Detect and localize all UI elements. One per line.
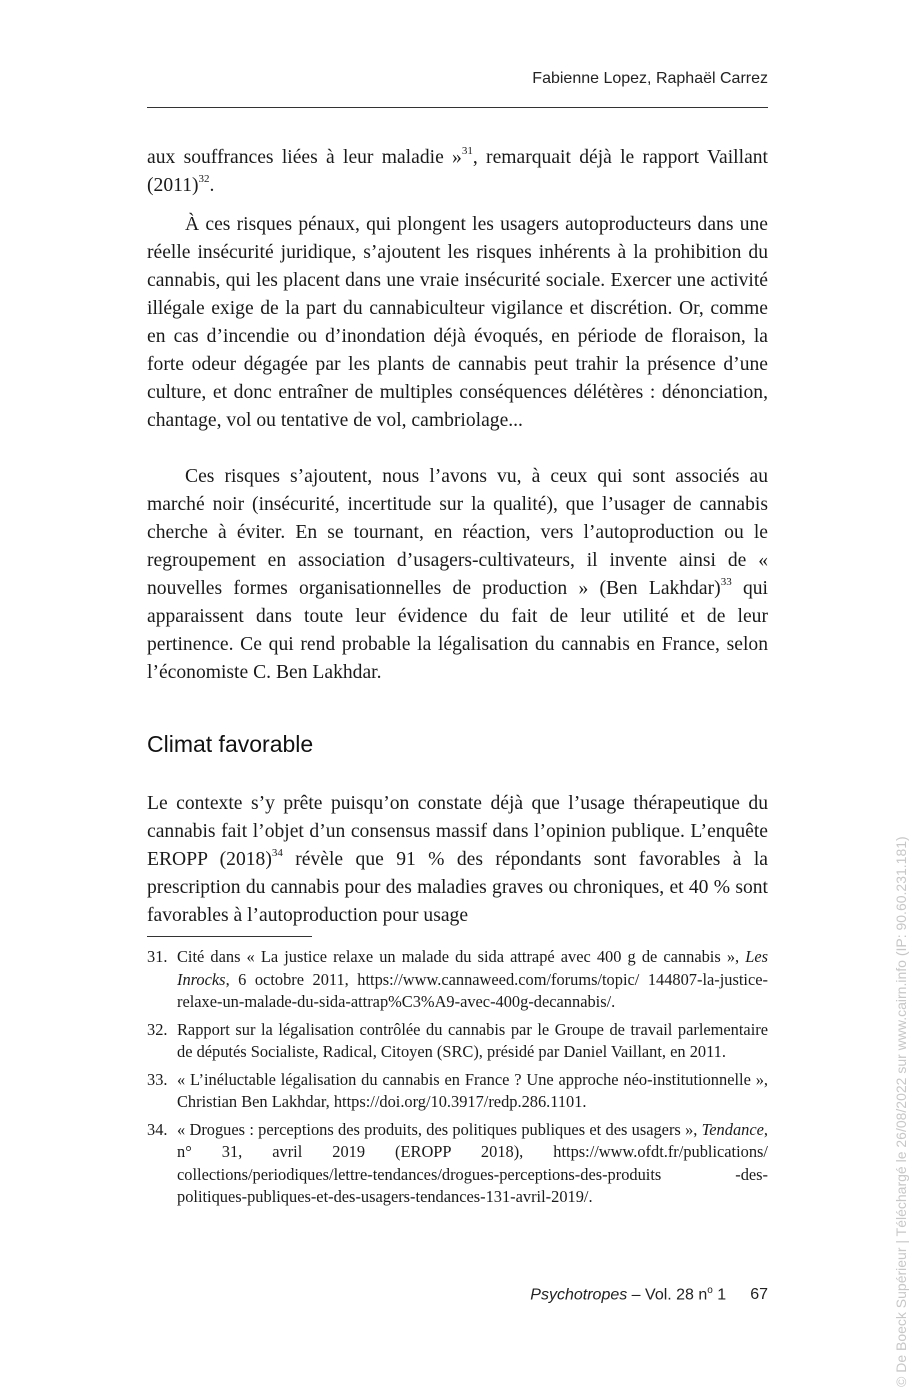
journal-title: Psychotropes (530, 1286, 628, 1304)
p3-text-b: qui apparaissent dans toute leur évidence du fait de leur utilité et de leur pertinence. Ce qui rend probable la légalisation du cannabis en France, selon l’économiste C. Ben Lakhdar. (147, 578, 768, 683)
footnote-number: 31. (147, 947, 168, 966)
footnote-text: « L’inéluctable légalisation du cannabis en France ? Une approche néo-institutionnelle », Christian Ben Lakhdar, https://doi.org/10.3917/redp.286.1101. (177, 1069, 768, 1111)
footnote-33 (147, 1069, 768, 1114)
paragraph-risks-text: À ces risques pénaux, qui plongent les usagers autoproducteurs dans une réelle insécurité juridique, s’ajoutent les risques inhérents à la prohibition du cannabis, qui les placent dans une vraie insécurité sociale. Exercer une activité illégale exige de la part du cannabiculteur vigilance et discrétion. Or, comme en cas d’incendie ou d’inondation déjà évoqués, en période de floraison, la forte odeur dégagée par les plants de cannabis peut trahir la présence d’une culture, et donc entraîner de multiples conséquences délétères : dénonciation, chantage, vol ou tentative de vol, cambriolage... (147, 214, 768, 431)
journal-volume: – Vol. 28 n (627, 1286, 708, 1304)
footnotes (147, 946, 768, 1214)
footnote-number: 32. (147, 1019, 168, 1039)
footnote-32 (147, 1019, 768, 1064)
running-footer (530, 1285, 768, 1304)
download-watermark: © De Boeck Supérieur | Téléchargé le 26/08/2022 sur www.cairn.info (IP: 90.60.231.181) (893, 836, 909, 1387)
footnote-ref-31[interactable]: 31 (461, 145, 473, 158)
paragraph-context (147, 790, 768, 930)
paragraph-risks (147, 211, 768, 435)
page-number: 67 (750, 1286, 768, 1304)
running-header-authors: Fabienne Lopez, Raphaël Carrez (532, 70, 768, 87)
footnote-34 (147, 1119, 768, 1209)
footnote-ref-32[interactable]: 32 (198, 173, 210, 186)
footnote-31 (147, 946, 768, 1014)
footnote-ref-33[interactable]: 33 (720, 576, 732, 589)
footnote-text: Cité dans « La justice relaxe un malade du sida attrapé avec 400 g de cannabis », Les Inrocks, 6 octobre 2011, https://www.cannaweed.com/forums/topic/ 144807-la-justice-relaxe-un-malade-du-sida-attrap%C3%A9-avec-400g-decannabis/. (177, 947, 768, 1011)
footnote-text: Rapport sur la légalisation contrôlée du cannabis par le Groupe de travail parlementaire de députés Socialiste, Radical, Citoyen (SRC), présidé par Daniel Vaillant, en 2011. (177, 1019, 768, 1061)
p4-text-a: Le contexte s’y prête puisqu’on constate déjà que l’usage thérapeutique du cannabis fait l’objet d’un consensus massif dans l’opinion publique. L’enquête EROPP (2018) (147, 793, 768, 870)
journal-number-sup: o (707, 1285, 713, 1296)
footnote-separator (147, 936, 312, 937)
journal-issue: 1 (712, 1286, 727, 1304)
p1-text-a: aux souffrances liées à leur maladie » (147, 147, 462, 168)
p3-text-a: Ces risques s’ajoutent, nous l’avons vu, à ceux qui sont associés au marché noir (insécurité, incertitude sur la qualité), que l’usager de cannabis cherche à éviter. En se tournant, en réaction, vers l’autoproduction ou le regroupement en association d’usagers-cultivateurs, il invente ainsi de « nouvelles formes organisationnelles de production » (Ben Lakhdar) (147, 466, 768, 599)
footnote-source-title: Les Inrocks (177, 947, 768, 989)
p4-text-b: révèle que 91 % des répondants sont favorables à la prescription du cannabis pour des maladies graves ou chroniques, et 40 % sont favorables à l’autoproduction pour usage (147, 849, 768, 926)
p1-text-c: . (209, 175, 215, 196)
paragraph-black-market (147, 463, 768, 687)
header-rule (147, 107, 768, 108)
footnote-source-title: Tendance (701, 1119, 764, 1139)
footnote-ref-34[interactable]: 34 (271, 847, 283, 860)
p1-text-b: , remarquait déjà le rapport Vaillant (2011) (147, 147, 769, 196)
section-heading: Climat favorable (147, 731, 314, 757)
paragraph-continuation (147, 144, 768, 200)
footnote-text: « Drogues : perceptions des produits, des politiques publiques et des usagers », Tendance, n° 31, avril 2019 (EROPP 2018), https://www.ofdt.fr/publications/ collections/periodiques/lettre-tendances/drogues-perceptions-des-produits -des-politiques-publiques-et-des-usagers-tendances-131-avril-2019/. (177, 1119, 768, 1206)
footnote-number: 33. (147, 1069, 168, 1089)
footnote-number: 34. (147, 1119, 168, 1139)
